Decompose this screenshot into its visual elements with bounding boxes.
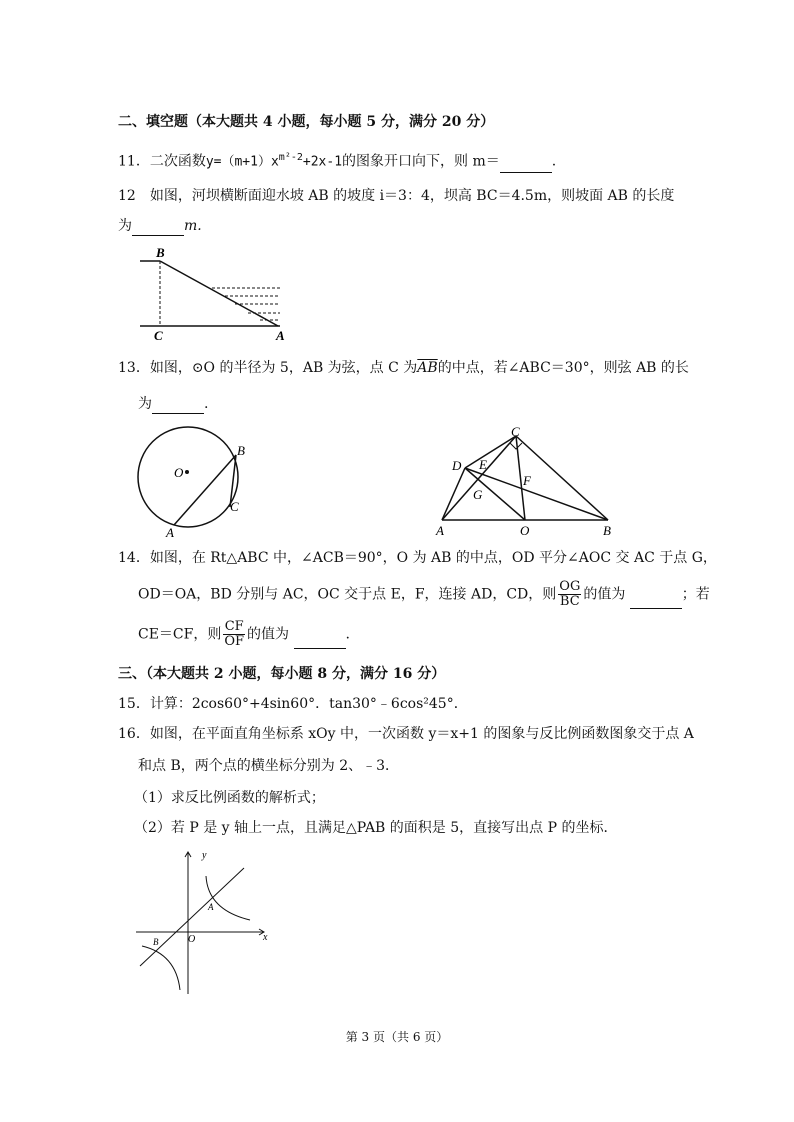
label-a: A [166,525,174,540]
frac-of: OF [224,634,245,649]
page-footer: 第 3 页（共 6 页） [345,1030,449,1044]
frac-cf: CF [224,619,244,634]
label-o: O [188,934,196,945]
label-o: O [174,465,184,480]
q13-line2-pre: 为 [138,396,152,412]
q14-line2-post: 的值为 [583,586,626,603]
q16-line2: 和点 B，两个点的横坐标分别为 2、﹣3． [138,758,400,774]
label-c: C [511,424,520,439]
label-e: E [479,457,487,472]
q12-dam-figure [130,244,290,344]
label-b: B [156,245,165,260]
label-f: F [523,473,531,488]
q12-line2 [118,216,202,236]
label-d: D [452,458,462,473]
q11-formula-b: +2x-1 [302,154,343,170]
q12-line2-post: m. [184,218,202,234]
label-c: C [154,328,163,343]
center-point-o [185,470,189,474]
q16-part2: （2）若 P 是 y 轴上一点，且满足△PAB 的面积是 5，直接写出点 P 的坐标． [134,820,618,836]
question-14-line2 [138,580,710,609]
q14-answer-blank-2[interactable] [294,634,346,649]
segment-ac [442,436,516,520]
q14-triangle-figure [430,422,620,542]
question-13-line1 [118,358,689,378]
label-b: B [237,443,245,458]
q14-line3-post: 的值为 [247,626,290,643]
question-11 [118,148,556,173]
q11-pre: 二次函数 [149,153,206,170]
question-14-line3 [138,620,350,649]
fraction-cf-of [223,620,245,649]
q13-answer-blank[interactable] [152,399,204,414]
question-13-line2 [138,394,208,414]
q11-number: 11． [118,153,150,170]
dam-slope-ab [160,261,278,326]
fraction-og-bc [558,580,581,609]
q14-answer-blank-1[interactable] [630,594,682,609]
q14-line2-end: ；若 [681,586,710,603]
q13-line1: 13．如图，⊙O 的半径为 5，AB 为弦，点 C 为 [118,360,418,376]
q13-arc-ab: $\overline{AB}$ [417,360,438,376]
frac-bc: BC [559,594,580,609]
label-o: O [520,523,530,538]
q14-line1: 14．如图，在 Rt△ABC 中，∠ACB＝90°，O 为 AB 的中点，OD 平分∠AOC 交 AC 于点 G， [118,550,717,566]
section-heading-fill-blank: 二、填空题（本大题共 4 小题，每小题 5 分，满分 20 分） [118,114,495,130]
q13-line1-post: 的中点，若∠ABC＝30°，则弦 AB 的长 [437,360,689,376]
segment-ad [442,468,465,520]
label-a: A [208,902,214,912]
q16-line1: 16．如图，在平面直角坐标系 xOy 中，一次函数 y＝x+1 的图象与反比例函数图象交于点 A [118,726,694,742]
label-x: x [263,932,268,943]
q16-coordinate-figure [132,848,272,998]
label-a: A [436,523,444,538]
q12-line1: 12 如图，河坝横断面迎水坡 AB 的坡度 i＝3：4，坝高 BC＝4.5m，则坡面 AB 的长度 [118,188,675,204]
label-y: y [202,850,207,861]
q11-end: . [551,153,557,170]
label-c: C [230,499,239,514]
segment-cd [465,436,516,468]
q13-line2-post: . [204,396,209,412]
label-a: A [276,328,285,343]
hyperbola-branch-2 [142,946,180,990]
q11-answer-blank[interactable] [500,158,552,173]
q14-line2-pre: OD＝OA，BD 分别与 AC，OC 交于点 E，F，连接 AD，CD，则 [138,586,557,603]
q11-exponent: m²-2 [278,152,303,163]
circle-o [138,427,238,527]
label-b: B [153,937,159,947]
q11-post: 的图象开口向下，则 m＝ [342,153,500,170]
q14-line3-pre: CE＝CF，则 [138,626,222,643]
section-heading-3: 三、（本大题共 2 小题，每小题 8 分，满分 16 分） [118,666,446,682]
question-15: 15．计算：2cos60°+4sin60°．tan30°﹣6cos²45°． [118,696,468,712]
q12-line2-pre: 为 [118,218,132,234]
q13-circle-figure [130,425,260,540]
q14-line3-end: . [345,626,350,643]
q16-part1: （1）求反比例函数的解析式； [134,790,325,806]
q12-answer-blank[interactable] [132,221,184,236]
frac-og: OG [559,579,581,594]
q11-formula-a: y=（m+1）x [205,154,279,170]
segment-bd [465,468,608,520]
right-angle-mark [510,443,522,449]
label-g: G [473,487,483,502]
label-b: B [603,523,611,538]
